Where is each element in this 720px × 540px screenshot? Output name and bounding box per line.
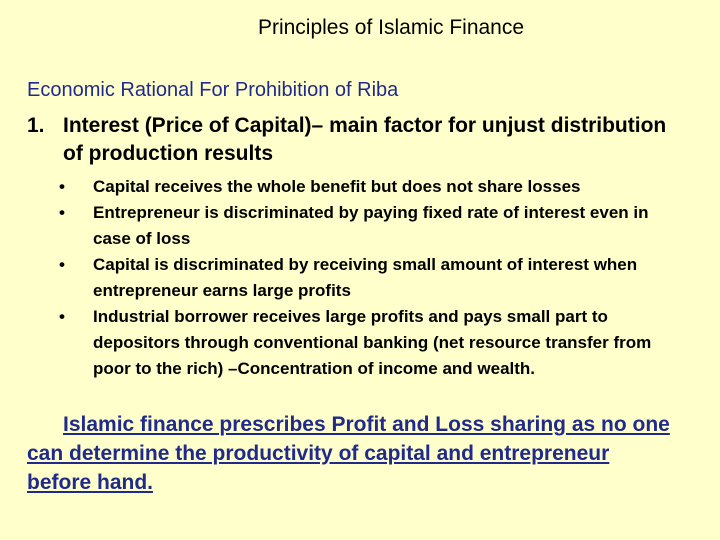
- bullet-text: Industrial borrower receives large profits and pays small part to depositors through conventional banking (net resource transfer from poor to the rich) –Concentration of income and wealth.: [93, 307, 652, 378]
- point-number: 1.: [27, 114, 45, 137]
- bullet-item: [59, 304, 689, 382]
- bullet-text: Capital receives the whole benefit but does not share losses: [93, 177, 581, 196]
- bullet-marker: •: [59, 177, 65, 196]
- bullet-text: Capital is discriminated by receiving small amount of interest when entrepreneur earns large profits: [93, 255, 638, 300]
- point-text: Interest (Price of Capital)– main factor for unjust distribution of production results: [63, 114, 667, 165]
- bullet-item: [59, 252, 689, 304]
- bullet-item: [59, 174, 689, 200]
- bullet-marker: •: [59, 203, 65, 222]
- bullet-item: [59, 200, 689, 252]
- conclusion-text: Islamic finance prescribes Profit and Loss sharing as no one can determine the productivity of capital and entrepreneur before hand.: [27, 413, 670, 494]
- bullet-list: [59, 174, 689, 382]
- bullet-marker: •: [59, 255, 65, 274]
- slide-title: Principles of Islamic Finance: [257, 16, 525, 39]
- bullet-text: Entrepreneur is discriminated by paying fixed rate of interest even in case of loss: [93, 203, 649, 248]
- slide-subtitle: Economic Rational For Prohibition of Riba: [27, 79, 399, 101]
- bullet-marker: •: [59, 307, 65, 326]
- numbered-point: [27, 112, 687, 168]
